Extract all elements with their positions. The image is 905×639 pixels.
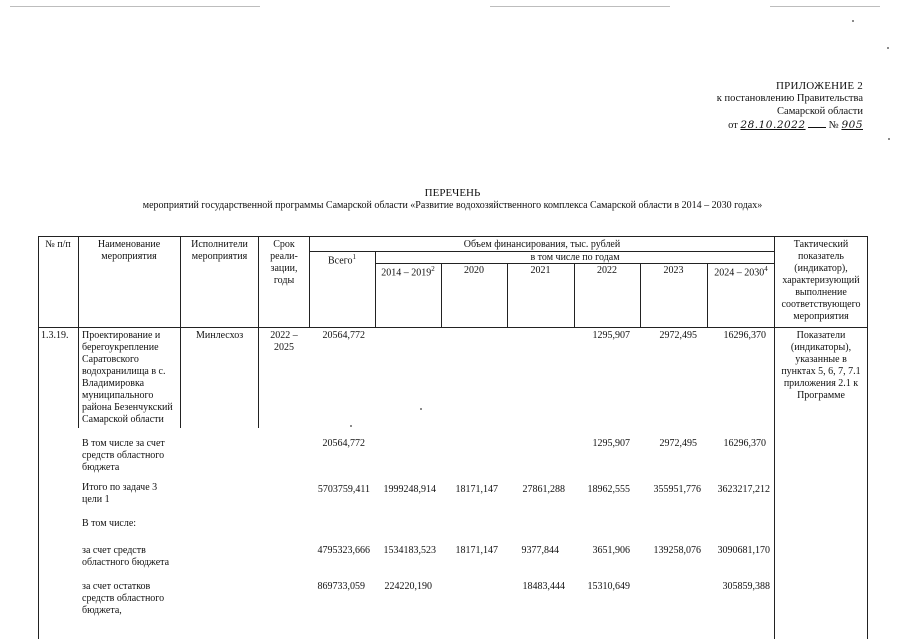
row-total: 20564,772 <box>322 330 365 341</box>
header-financing: Объем финансирования, тыс. рублей <box>463 239 621 250</box>
header-total-label: Всего <box>327 255 353 267</box>
appendix-line-1: к постановлению Правительства <box>716 93 863 105</box>
header-year-2014-2019-sup: 2 <box>431 265 435 273</box>
handwritten-number: 905 <box>841 119 863 131</box>
row-year-2024-2030: 3623217,212 <box>717 484 770 495</box>
row-year-2023: 2972,495 <box>659 438 697 449</box>
header-year-2014-2019-label: 2014 – 2019 <box>381 267 432 279</box>
header-total <box>312 253 372 267</box>
row-name: за счет остатков средств областного бюджета, <box>82 581 165 616</box>
row-year-2022: 3651,906 <box>592 545 630 556</box>
row-year-2024-2030: 305859,388 <box>722 581 770 592</box>
document-subtitle: мероприятий государственной программы Самарской области «Развитие водохозяйственного комплекса Самарской области в 2014 – 2030 годах» <box>142 200 763 212</box>
row-year-2020: 18171,147 <box>455 545 498 556</box>
row-year-2022: 15310,649 <box>587 581 630 592</box>
header-year-2024-2030 <box>709 265 773 279</box>
row-year-2022: 1295,907 <box>592 330 630 341</box>
header-by-years: в том числе по годам <box>530 252 620 263</box>
date-prefix: от <box>728 120 738 131</box>
scan-speck <box>420 408 422 410</box>
row-year-2023: 355951,776 <box>653 484 701 495</box>
appendix-line-2: Самарской области <box>777 106 863 118</box>
row-term: 2022 – 2025 <box>270 330 298 353</box>
scan-artifact-line <box>770 6 880 7</box>
header-year-2024-2030-sup: 4 <box>764 265 768 273</box>
row-year-2021: 18483,444 <box>522 581 565 592</box>
row-total: 4795323,666 <box>317 545 370 556</box>
header-executors: Исполнители мероприятия <box>191 239 248 262</box>
header-indicator: Тактический показатель (индикатор), характеризующий выполнение соответствующего мероприятия <box>781 239 861 322</box>
header-year-2022: 2022 <box>597 265 617 276</box>
header-num: № п/п <box>45 239 71 250</box>
document-title: ПЕРЕЧЕНЬ <box>424 187 481 199</box>
scan-speck <box>887 47 889 49</box>
row-total: 5703759,411 <box>317 484 370 495</box>
appendix-title: ПРИЛОЖЕНИЕ 2 <box>776 80 863 92</box>
appendix-block <box>717 80 863 133</box>
scan-speck <box>852 20 854 22</box>
row-year-2024-2030: 3090681,170 <box>717 545 770 556</box>
row-total: 20564,772 <box>322 438 365 449</box>
row-year-2024-2030: 16296,370 <box>723 330 766 341</box>
row-year-2024-2030: 16296,370 <box>723 438 766 449</box>
row-executor: Минлесхоз <box>196 330 244 341</box>
header-name: Наименование мероприятия <box>97 239 161 262</box>
row-year-2021: 27861,288 <box>522 484 565 495</box>
appendix-date-line <box>717 119 863 133</box>
scan-speck <box>350 425 352 427</box>
row-year-2014-2019: 224220,190 <box>384 581 432 592</box>
number-prefix: № <box>828 120 839 131</box>
row-name: В том числе: <box>82 518 137 529</box>
row-num: 1.3.19. <box>41 330 69 341</box>
row-name: за счет средств областного бюджета <box>82 545 170 568</box>
header-year-2020: 2020 <box>464 265 484 276</box>
row-name: В том числе за счет средств областного бюджета <box>82 438 165 473</box>
row-total: 869733,059 <box>317 581 365 592</box>
header-year-2014-2019 <box>377 265 439 279</box>
handwritten-date: 28.10.2022 <box>740 119 806 131</box>
document-heading <box>0 187 905 213</box>
row-year-2014-2019: 1534183,523 <box>383 545 436 556</box>
row-year-2014-2019: 1999248,914 <box>383 484 436 495</box>
row-year-2023: 2972,495 <box>659 330 697 341</box>
scan-artifact-line <box>490 6 670 7</box>
scan-speck <box>888 138 890 140</box>
row-name: Проектирование и берегоукрепление Саратовского водохранилища в с. Владимировка муниципального района Безенчукский Самарской области <box>82 330 173 425</box>
header-year-2021: 2021 <box>530 265 551 276</box>
header-year-2024-2030-label: 2024 – 2030 <box>714 267 765 279</box>
row-year-2022: 18962,555 <box>587 484 630 495</box>
scan-artifact-line <box>10 6 260 7</box>
header-year-2023: 2023 <box>663 265 684 276</box>
row-indicator: Показатели (индикаторы), указанные в пунктах 5, 6, 7, 7.1 приложения 2.1 к Программе <box>781 330 861 401</box>
row-name: Итого по задаче 3 цели 1 <box>82 482 158 505</box>
row-year-2023: 139258,076 <box>653 545 701 556</box>
header-term: Срок реали-зации, годы <box>270 239 298 286</box>
row-year-2020: 18171,147 <box>455 484 498 495</box>
row-year-2021: 9377,844 <box>521 545 559 556</box>
header-total-sup: 1 <box>352 253 357 261</box>
row-year-2022: 1295,907 <box>592 438 630 449</box>
